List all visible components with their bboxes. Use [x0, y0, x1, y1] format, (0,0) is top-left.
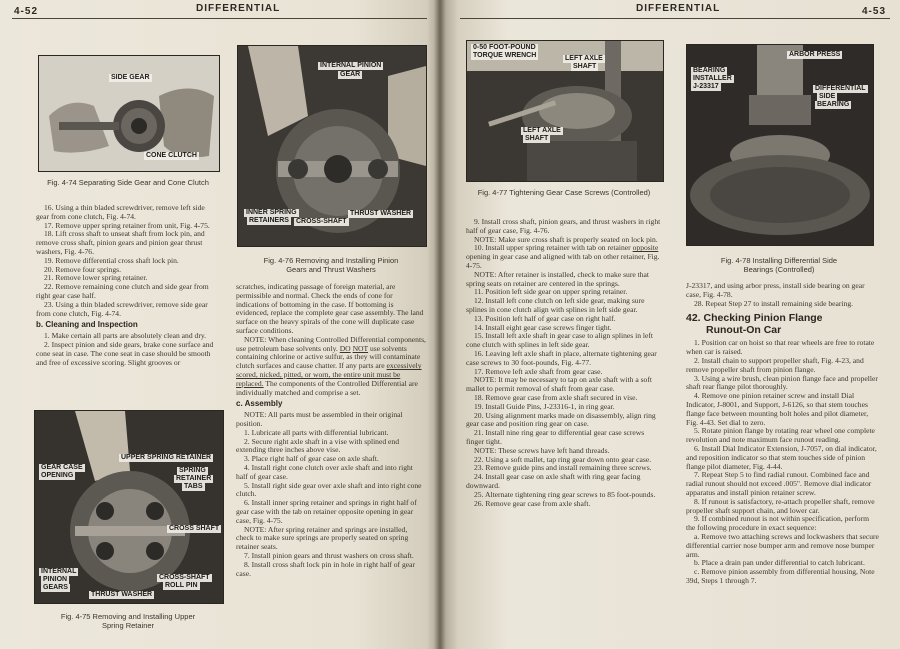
figure-4-76-caption-line1: Fig. 4-76 Removing and Installing Pinion — [263, 256, 399, 265]
callout-retainers: RETAINERS — [249, 217, 289, 224]
step-text: 15. Install left axle shaft in gear case to align splines in left cone clutch with splines in left side gear. — [466, 331, 654, 350]
note-retainer: NOTE: After retainer is installed, check to make sure that spring seats on retainer are centered in the springs. — [466, 269, 650, 288]
book-gutter — [434, 0, 446, 649]
step-text: 6. Install inner spring retainer and springs in right half of gear case with the tab on retainer opposite opening in gear case, Fig. 4-75. — [236, 498, 417, 525]
figure-4-75-caption-line1: Fig. 4-75 Removing and Installing Upper — [60, 612, 196, 621]
figure-4-74-photo — [38, 55, 220, 172]
note-cleaning — [236, 336, 426, 398]
note-threads: NOTE: These screws have left hand threads. — [474, 445, 610, 455]
step-text: 10. Install upper spring retainer with tab on retainer — [474, 243, 631, 253]
callout-tabs: TABS — [184, 483, 203, 490]
step-text: 19. Install Guide Pins, J-23316-1, in ring gear. — [474, 401, 615, 411]
callout-bearing: BEARING — [693, 67, 726, 74]
callout-upper-spring-retainer: UPPER SPRING RETAINER — [121, 454, 212, 461]
step-text: 18. Remove gear case from axle shaft secured in vise. — [474, 392, 638, 402]
step-text: 17. Remove upper spring retainer from unit, Fig. 4-75. — [44, 220, 210, 230]
figure-4-77-caption: Fig. 4-77 Tightening Gear Case Screws (Controlled) — [477, 188, 651, 197]
step-text: 22. Remove remaining cone clutch and side gear from right gear case half. — [36, 282, 209, 300]
callout-left-axle-2: LEFT AXLE — [523, 127, 561, 134]
emphasis-not: NOT — [352, 343, 369, 353]
step-text: 24. Install gear case on axle shaft with ring gear facing downward. — [466, 472, 641, 490]
step-text: 5. Install right side gear over axle shaft and into right cone clutch. — [236, 480, 422, 499]
callout-torque-wrench: TORQUE WRENCH — [473, 52, 537, 59]
step-text: 28. Repeat Step 27 to install remaining side bearing. — [694, 298, 854, 308]
step-text: 14. Install eight gear case screws finger tight. — [474, 322, 612, 332]
step-text: 3. Place right half of gear case on axle shaft. — [244, 454, 379, 464]
callout-inner-spring: INNER SPRING — [246, 209, 297, 216]
step-text: 1. Make certain all parts are absolutely clean and dry. — [44, 331, 207, 341]
step-text: 4. Install right cone clutch over axle shaft and into right half of gear case. — [236, 462, 413, 481]
callout-torque-range: 0-50 FOOT-POUND — [473, 44, 536, 51]
callout-internal: INTERNAL — [41, 568, 77, 575]
step-text: 8. Install cross shaft lock pin in hole in right half of gear case. — [236, 559, 416, 578]
note-cross-shaft: NOTE: Make sure cross shaft is properly seated on lock pin. — [474, 234, 658, 244]
note-text: The components of the Controlled Differential are individually matched and comprise a set. — [236, 378, 418, 397]
step-text: 26. Remove gear case from axle shaft. — [474, 498, 591, 508]
callout-left-axle: LEFT AXLE — [565, 55, 603, 62]
figure-4-78-photo — [686, 44, 874, 246]
step-text: 12. Install left cone clutch on left side gear, making sure splines in cone clutch align with splines in left side gear. — [466, 296, 645, 314]
callout-thrust-washer: THRUST WASHER — [91, 591, 153, 598]
section-cleaning-heading: b. Cleaning and Inspection — [36, 320, 138, 330]
step-10 — [466, 244, 664, 270]
callout-cross-shaft: CROSS-SHAFT — [296, 218, 347, 225]
callout-spring: SPRING — [179, 467, 206, 474]
callout-differential: DIFFERENTIAL — [815, 85, 866, 92]
step-text: opening in gear case and aligned with tab on other retainer, Fig. 4-75. — [466, 252, 660, 270]
figure-4-76-caption-line2: Gears and Thrust Washers — [286, 265, 376, 274]
note-mallet: NOTE: It may be necessary to tap on axle shaft with a soft mallet to permit removal of shaft from gear case. — [466, 375, 652, 394]
callout-side-gear: SIDE GEAR — [111, 74, 150, 81]
callout-pinion: PINION — [43, 576, 68, 583]
callout-opening: OPENING — [41, 472, 74, 479]
callout-side: SIDE — [819, 93, 836, 100]
section-assembly-heading: c. Assembly — [236, 399, 283, 409]
figure-4-76-caption — [237, 256, 425, 274]
step-text: 3. Using a wire brush, clean pinion flange face and propeller shaft rear flange pilot thoroughly. — [686, 373, 878, 392]
running-head-right: DIFFERENTIAL — [636, 3, 721, 14]
section-42-heading — [686, 312, 880, 336]
figure-4-75-caption-line2: Spring Retainer — [101, 621, 155, 630]
callout-installer: INSTALLER — [693, 75, 732, 82]
step-text: 2. Inspect pinion and side gears, brake cone surface and cone seat in case. The cone seat in case should be smooth and free of excessive scoring. Slight grooves or — [36, 339, 214, 367]
figure-4-74-caption: Fig. 4-74 Separating Side Gear and Cone Clutch — [47, 178, 209, 187]
note-text: use solvents containing chlorine or active sulfur, as they will contaminate clutch surfaces and cause chatter. If any parts are — [236, 343, 421, 371]
callout-shaft-2: SHAFT — [525, 135, 549, 142]
step-text: b. Place a drain pan under differential to catch lubricant. — [694, 558, 865, 568]
callout-roll-pin: ROLL PIN — [165, 582, 198, 589]
header-rule-right — [460, 18, 890, 19]
note-assembly: NOTE: All parts must be assembled in their original position. — [236, 410, 403, 428]
note-text: NOTE: When cleaning Controlled Differential components, use petroleum base solvents only. — [236, 334, 426, 353]
step-text: 4. Remove one pinion retainer screw and install Dial Indicator, J-8001, and Support, J-6126, so that stem touches flange face between mounting bolt holes and pilot diameter, Fig. 4-43. Set dial to zero. — [686, 391, 869, 427]
step-text: 7. Install pinion gears and thrust washers on cross shaft. — [244, 550, 414, 560]
step-text: 20. Using alignment marks made on disassembly, align ring gear case and position ring gear on case. — [466, 410, 656, 429]
section-42-subtitle: Runout-On Car — [706, 324, 782, 337]
step-text: 23. Using a thin bladed screwdriver, remove side gear from cone clutch, Fig. 4-74. — [36, 299, 208, 318]
callout-arbor-press: ARBOR PRESS — [789, 51, 841, 58]
step-text: 13. Position left half of gear case on right half. — [474, 313, 616, 323]
step-text: 6. Install Dial Indicator Extension, J-7057, on dial indicator, and reposition indicator so that stem touches side of pinion flange pilot diameter, Fig. 4-44. — [686, 443, 877, 471]
callout-cross-shaft: CROSS SHAFT — [169, 525, 220, 532]
step-text: 8. If runout is satisfactory, re-attach propeller shaft, remove propeller shaft support chain, and lower car. — [686, 496, 875, 515]
figure-4-76-photo — [237, 45, 427, 247]
callout-internal-pinion: INTERNAL PINION — [320, 62, 382, 69]
section-42-title: 42. Checking Pinion Flange — [686, 312, 823, 325]
callout-cone-clutch: CONE CLUTCH — [146, 152, 197, 159]
step-text: 7. Repeat Step 5 to find radial runout. Combined face and radial runout should not exceed .005". Remove dial indicator apparatus and install pinion retainer screw. — [686, 470, 872, 497]
figure-4-78-caption-line2: Bearings (Controlled) — [743, 265, 815, 274]
step-text: J-23317, and using arbor press, install side bearing on gear case, Fig. 4-78. — [686, 281, 865, 299]
step-text: a. Remove two attaching screws and lockwashers that secure differential carrier nose bumper arm and remove nose bumper arm. — [686, 531, 879, 559]
step-text: 19. Remove differential cross shaft lock pin. — [44, 255, 179, 265]
callout-shaft: SHAFT — [573, 63, 597, 70]
page-number-right: 4-53 — [862, 6, 887, 17]
figure-4-78-caption — [686, 256, 872, 274]
header-rule-left — [12, 18, 427, 19]
page-number-left: 4-52 — [14, 6, 39, 17]
step-text: 2. Install chain to support propeller shaft, Fig. 4-23, and remove propeller shaft from pinion flange. — [686, 355, 864, 374]
callout-tool-number: J-23317 — [693, 83, 719, 90]
figure-4-75-caption — [34, 612, 222, 630]
step-text: 21. Install nine ring gear to differential gear case screws finger tight. — [466, 428, 645, 446]
callout-cross-shaft-2: CROSS-SHAFT — [159, 574, 210, 581]
callout-gear-case: GEAR CASE — [41, 464, 83, 471]
figure-4-77-photo — [466, 40, 664, 182]
step-text: 9. If combined runout is not within specification, perform the following procedure in exact sequence: — [686, 514, 870, 533]
step-text: 23. Remove guide pins and install remaining three screws. — [474, 463, 652, 473]
step-text: 2. Secure right axle shaft in a vise with splined end extending three inches above vise. — [236, 436, 400, 455]
step-text: 17. Remove left axle shaft from gear case. — [474, 366, 603, 376]
left-col2-text — [236, 283, 426, 578]
step-text: 20. Remove four springs. — [44, 264, 121, 274]
step-text: 11. Position left side gear on upper spring retainer. — [474, 287, 628, 297]
callout-gears: GEARS — [43, 584, 68, 591]
emphasis-do: DO — [339, 343, 351, 353]
step-text: 21. Remove lower spring retainer. — [44, 273, 148, 283]
callout-retainer: RETAINER — [176, 475, 212, 482]
left-page — [0, 0, 440, 649]
right-page — [440, 0, 900, 649]
step-text: 16. Using a thin bladed screwdriver, remove left side gear from cone clutch, Fig. 4-74. — [36, 203, 205, 221]
step-text: c. Remove pinion assembly from differential housing, Note 39d, Steps 1 through 7. — [686, 567, 875, 585]
callout-thrust-washer: THRUST WASHER — [350, 210, 412, 217]
step-text: 9. Install cross shaft, pinion gears, and thrust washers in right half of gear case, Fig. 4-76. — [466, 217, 661, 235]
right-col1-text — [466, 218, 664, 508]
figure-4-78-caption-line1: Fig. 4-78 Installing Differential Side — [720, 256, 838, 265]
step-text: 1. Lubricate all parts with differential lubricant. — [244, 427, 389, 437]
right-col2-text — [686, 282, 880, 586]
emphasis-opposite: opposite — [632, 243, 659, 253]
paragraph-text: scratches, indicating passage of foreign material, are permissible and normal. Check the ends of cone for indications of bottoming in the case. If bottoming is evidenced, replace the complete gear case assembly. The land surface on the heavy spirals of the cone will duplicate case surface conditions. — [236, 282, 424, 335]
step-text: 22. Using a soft mallet, tap ring gear down onto gear case. — [474, 454, 652, 464]
running-head-left: DIFFERENTIAL — [196, 3, 281, 14]
step-text: 5. Rotate pinion flange by rotating rear wheel one complete revolution and note maximum face runout reading. — [686, 426, 875, 445]
callout-bearing-2: BEARING — [817, 101, 850, 108]
step-text: 16. Leaving left axle shaft in place, alternate tightening gear case screws to 30 foot-pounds, Fig. 4-77. — [466, 348, 657, 367]
step-text: 18. Lift cross shaft to unseat shaft from lock pin, and remove cross shaft, pinion gears and pinion gear thrust washers, Fig. 4-76. — [36, 229, 205, 256]
step-text: 25. Alternate tightening ring gear screws to 85 foot-pounds. — [474, 489, 656, 499]
note-springs: NOTE: After spring retainer and springs are installed, check to make sure springs are properly seated on spring retainer seats. — [236, 524, 409, 552]
callout-gear: GEAR — [340, 71, 361, 78]
step-text: 1. Position car on hoist so that rear wheels are free to rotate when car is raised. — [686, 338, 875, 357]
left-col1-text — [36, 204, 218, 367]
emphasis-replace: excessively scored, nicked, pitted, or worn, the entire unit must be replaced. — [236, 361, 422, 388]
figure-4-75-photo — [34, 410, 224, 604]
